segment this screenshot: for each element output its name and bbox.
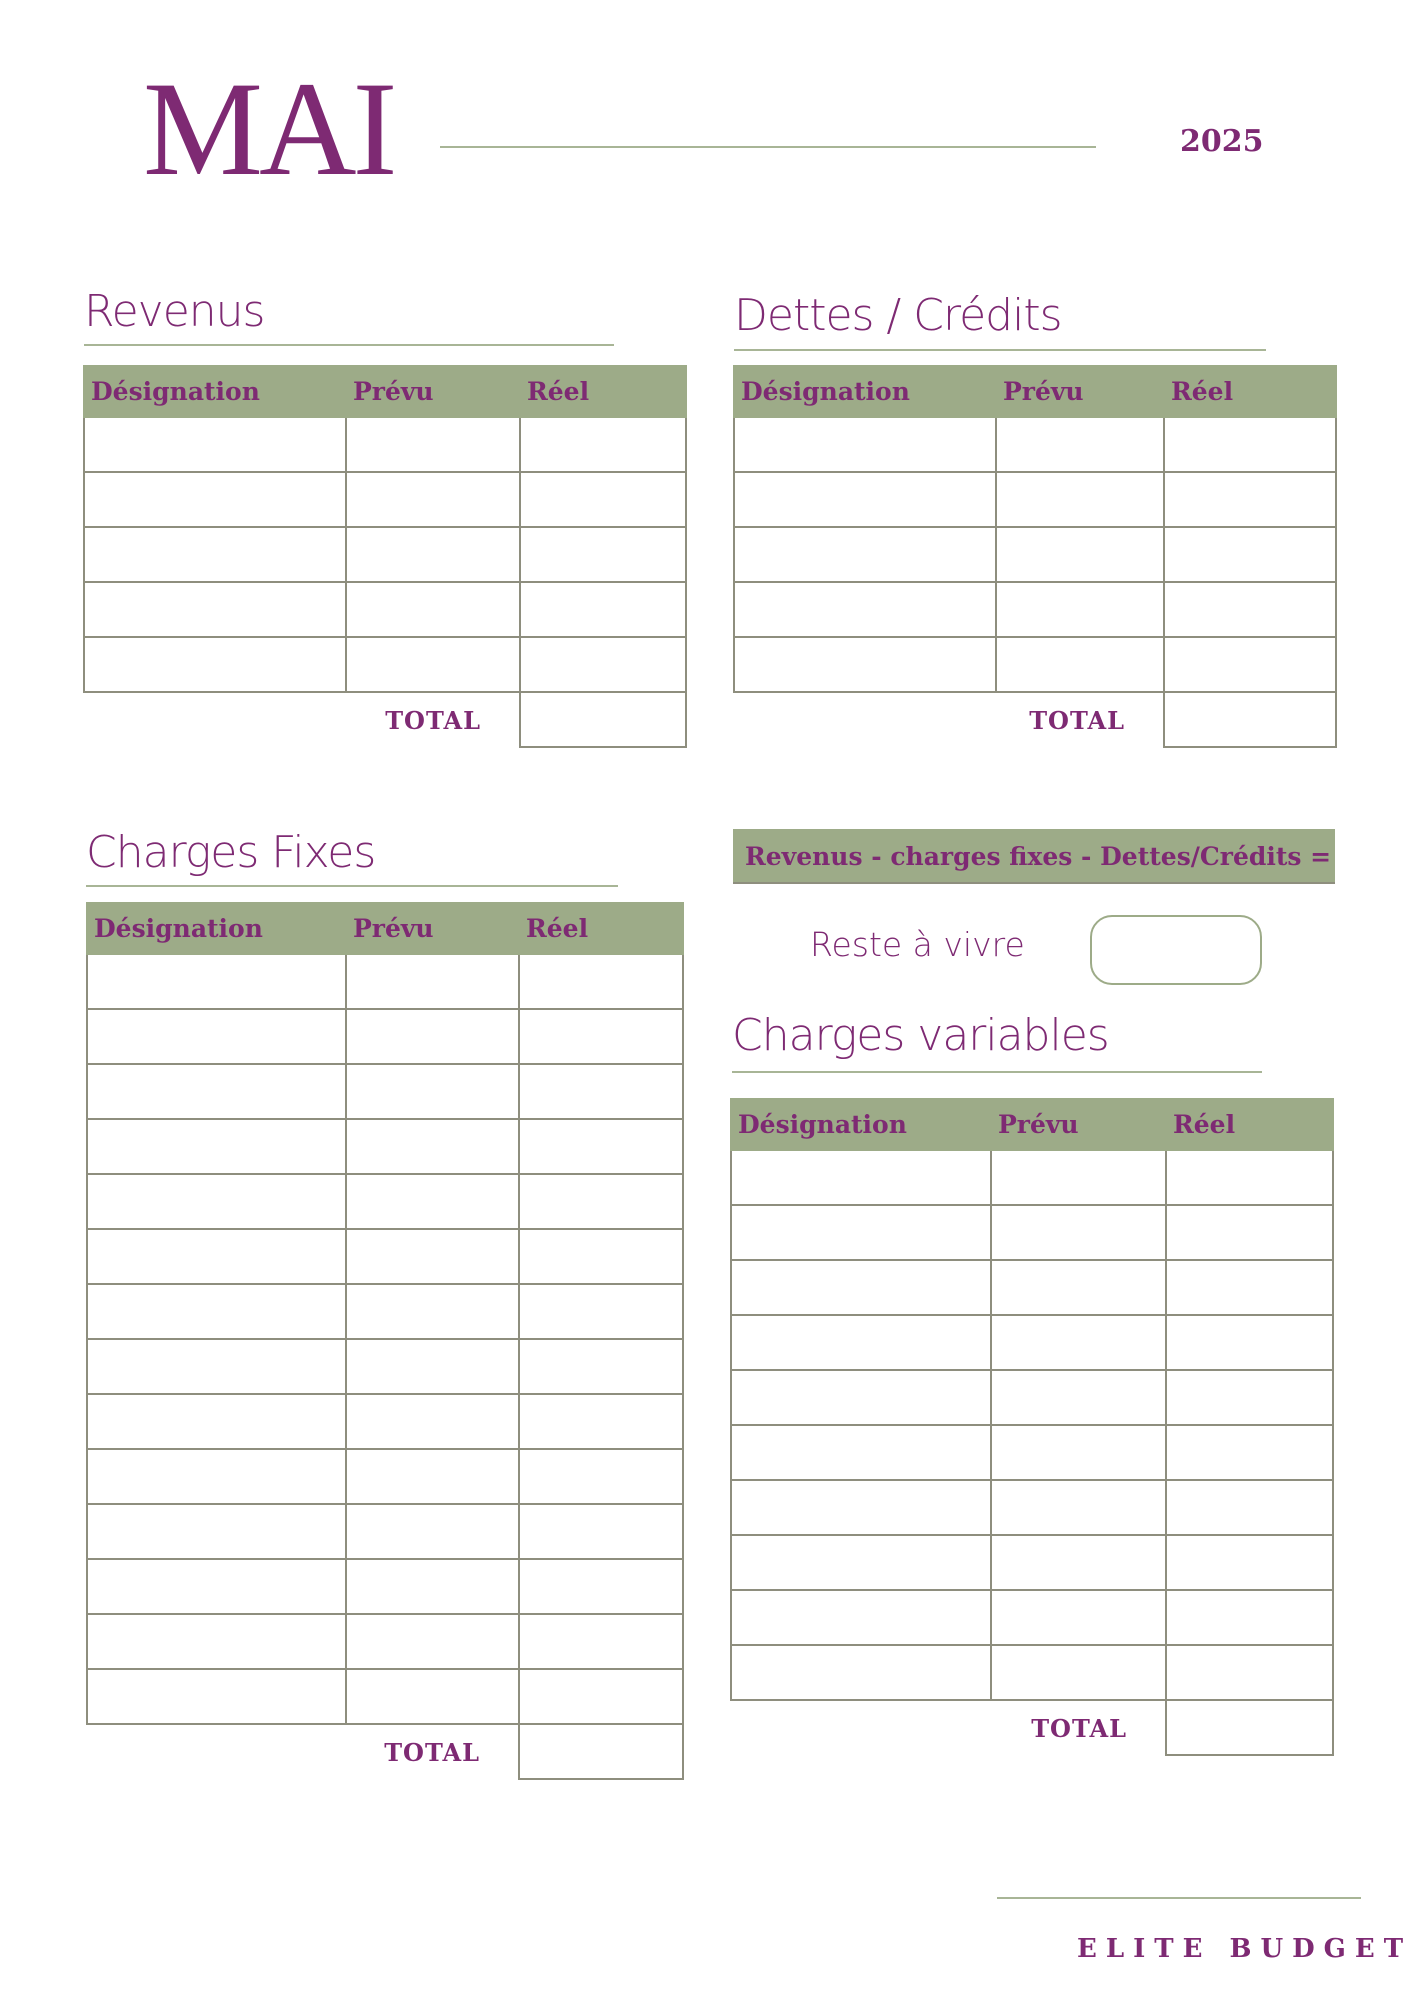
total-row bbox=[731, 1700, 1333, 1755]
reel-cell[interactable] bbox=[519, 1394, 683, 1449]
prevu-cell[interactable] bbox=[991, 1260, 1166, 1315]
designation-cell[interactable] bbox=[87, 1119, 346, 1174]
total-label: TOTAL bbox=[1029, 705, 1125, 735]
column-header-reel: Réel bbox=[519, 903, 683, 954]
table-row bbox=[731, 1590, 1333, 1645]
reel-cell[interactable] bbox=[520, 472, 686, 527]
designation-cell[interactable] bbox=[87, 1009, 346, 1064]
table-row bbox=[87, 1669, 683, 1724]
reel-cell[interactable] bbox=[1166, 1370, 1333, 1425]
reel-cell[interactable] bbox=[520, 527, 686, 582]
formula-banner: Revenus - charges fixes - Dettes/Crédits = bbox=[733, 829, 1335, 884]
reel-cell[interactable] bbox=[519, 1174, 683, 1229]
designation-cell[interactable] bbox=[734, 637, 996, 692]
column-header-designation: Désignation bbox=[731, 1099, 991, 1150]
table-row bbox=[734, 637, 1336, 692]
month-title: MAI bbox=[143, 55, 394, 204]
prevu-cell[interactable] bbox=[996, 637, 1164, 692]
prevu-cell[interactable] bbox=[346, 1174, 519, 1229]
charges-fixes-underline bbox=[86, 885, 618, 887]
reel-cell[interactable] bbox=[520, 582, 686, 637]
prevu-cell[interactable] bbox=[991, 1645, 1166, 1700]
designation-cell[interactable] bbox=[87, 954, 346, 1009]
reel-cell[interactable] bbox=[519, 1064, 683, 1119]
reste-a-vivre-label: Reste à vivre bbox=[810, 925, 1025, 964]
table-row bbox=[87, 1394, 683, 1449]
reel-cell[interactable] bbox=[1164, 417, 1336, 472]
designation-cell[interactable] bbox=[84, 582, 346, 637]
total-row bbox=[734, 692, 1336, 747]
designation-cell[interactable] bbox=[731, 1205, 991, 1260]
table-row bbox=[734, 527, 1336, 582]
reel-cell[interactable] bbox=[1166, 1590, 1333, 1645]
prevu-cell[interactable] bbox=[346, 1339, 519, 1394]
designation-cell[interactable] bbox=[731, 1370, 991, 1425]
designation-cell[interactable] bbox=[731, 1480, 991, 1535]
table-header-row bbox=[731, 1099, 1333, 1150]
table-row bbox=[731, 1315, 1333, 1370]
table-row bbox=[87, 1339, 683, 1394]
designation-cell[interactable] bbox=[87, 1449, 346, 1504]
reel-cell[interactable] bbox=[520, 637, 686, 692]
table-row bbox=[87, 1174, 683, 1229]
dettes-underline bbox=[734, 349, 1266, 351]
charges-variables-title: Charges variables bbox=[732, 1010, 1109, 1061]
revenus-table bbox=[83, 365, 687, 748]
table-row bbox=[734, 417, 1336, 472]
charges-variables-table bbox=[730, 1098, 1334, 1756]
prevu-cell[interactable] bbox=[996, 527, 1164, 582]
designation-cell[interactable] bbox=[87, 1504, 346, 1559]
revenus-underline bbox=[84, 344, 614, 346]
charges-variables-underline bbox=[732, 1071, 1262, 1073]
column-header-reel: Réel bbox=[1166, 1099, 1333, 1150]
total-value-cell[interactable] bbox=[1164, 692, 1336, 747]
reel-cell[interactable] bbox=[1164, 472, 1336, 527]
prevu-cell[interactable] bbox=[991, 1370, 1166, 1425]
table-row bbox=[84, 527, 686, 582]
reel-cell[interactable] bbox=[519, 1339, 683, 1394]
revenus-title: Revenus bbox=[84, 286, 265, 337]
reel-cell[interactable] bbox=[520, 417, 686, 472]
reel-cell[interactable] bbox=[519, 1504, 683, 1559]
table-row bbox=[84, 637, 686, 692]
total-value-cell[interactable] bbox=[519, 1724, 683, 1779]
reel-cell[interactable] bbox=[519, 1284, 683, 1339]
prevu-cell[interactable] bbox=[346, 637, 520, 692]
reel-cell[interactable] bbox=[519, 1009, 683, 1064]
designation-cell[interactable] bbox=[734, 527, 996, 582]
reel-cell[interactable] bbox=[519, 954, 683, 1009]
table-row bbox=[84, 582, 686, 637]
designation-cell[interactable] bbox=[87, 1284, 346, 1339]
prevu-cell[interactable] bbox=[346, 472, 520, 527]
total-value-cell[interactable] bbox=[520, 692, 686, 747]
prevu-cell[interactable] bbox=[991, 1150, 1166, 1205]
prevu-cell[interactable] bbox=[346, 1394, 519, 1449]
designation-cell[interactable] bbox=[84, 472, 346, 527]
total-label: TOTAL bbox=[384, 1737, 480, 1767]
designation-cell[interactable] bbox=[87, 1559, 346, 1614]
table-row bbox=[87, 1119, 683, 1174]
reste-a-vivre-field[interactable] bbox=[1090, 915, 1262, 985]
column-header-designation: Désignation bbox=[734, 366, 996, 417]
reel-cell[interactable] bbox=[1166, 1260, 1333, 1315]
designation-cell[interactable] bbox=[731, 1590, 991, 1645]
table-row bbox=[87, 1229, 683, 1284]
prevu-cell[interactable] bbox=[346, 417, 520, 472]
total-label: TOTAL bbox=[385, 705, 481, 735]
designation-cell[interactable] bbox=[87, 1229, 346, 1284]
table-header-row bbox=[734, 366, 1336, 417]
prevu-cell[interactable] bbox=[991, 1205, 1166, 1260]
reel-cell[interactable] bbox=[1166, 1535, 1333, 1590]
dettes-title: Dettes / Crédits bbox=[734, 290, 1062, 341]
designation-cell[interactable] bbox=[731, 1425, 991, 1480]
table-row bbox=[87, 1064, 683, 1119]
prevu-cell[interactable] bbox=[991, 1535, 1166, 1590]
reel-cell[interactable] bbox=[1164, 637, 1336, 692]
designation-cell[interactable] bbox=[731, 1645, 991, 1700]
column-header-prevu: Prévu bbox=[991, 1099, 1166, 1150]
table-row bbox=[734, 582, 1336, 637]
table-row bbox=[734, 472, 1336, 527]
reel-cell[interactable] bbox=[519, 1119, 683, 1174]
reel-cell[interactable] bbox=[519, 1449, 683, 1504]
table-row bbox=[87, 1284, 683, 1339]
table-row bbox=[87, 1559, 683, 1614]
reel-cell[interactable] bbox=[1166, 1645, 1333, 1700]
prevu-cell[interactable] bbox=[346, 1229, 519, 1284]
year-label: 2025 bbox=[1180, 124, 1264, 159]
prevu-cell[interactable] bbox=[346, 1064, 519, 1119]
prevu-cell[interactable] bbox=[996, 417, 1164, 472]
table-row bbox=[731, 1150, 1333, 1205]
table-row bbox=[731, 1425, 1333, 1480]
prevu-cell[interactable] bbox=[346, 1614, 519, 1669]
prevu-cell[interactable] bbox=[346, 1669, 519, 1724]
designation-cell[interactable] bbox=[87, 1339, 346, 1394]
designation-cell[interactable] bbox=[734, 417, 996, 472]
prevu-cell[interactable] bbox=[346, 582, 520, 637]
table-row bbox=[87, 1614, 683, 1669]
prevu-cell[interactable] bbox=[346, 1119, 519, 1174]
prevu-cell[interactable] bbox=[346, 1449, 519, 1504]
charges-fixes-title: Charges Fixes bbox=[86, 827, 376, 878]
column-header-prevu: Prévu bbox=[346, 903, 519, 954]
reel-cell[interactable] bbox=[519, 1559, 683, 1614]
column-header-prevu: Prévu bbox=[996, 366, 1164, 417]
designation-cell[interactable] bbox=[734, 582, 996, 637]
reel-cell[interactable] bbox=[1166, 1150, 1333, 1205]
table-row bbox=[87, 1504, 683, 1559]
total-row bbox=[84, 692, 686, 747]
reel-cell[interactable] bbox=[1166, 1205, 1333, 1260]
prevu-cell[interactable] bbox=[991, 1425, 1166, 1480]
table-row bbox=[84, 417, 686, 472]
table-row bbox=[731, 1535, 1333, 1590]
footer-divider bbox=[997, 1897, 1361, 1899]
designation-cell[interactable] bbox=[731, 1150, 991, 1205]
prevu-cell[interactable] bbox=[346, 1504, 519, 1559]
designation-cell[interactable] bbox=[731, 1535, 991, 1590]
table-row bbox=[87, 954, 683, 1009]
designation-cell[interactable] bbox=[87, 1064, 346, 1119]
reel-cell[interactable] bbox=[1166, 1315, 1333, 1370]
table-row bbox=[731, 1260, 1333, 1315]
total-label: TOTAL bbox=[1031, 1713, 1127, 1743]
designation-cell[interactable] bbox=[734, 472, 996, 527]
charges-fixes-table bbox=[86, 902, 684, 1780]
table-header-row bbox=[84, 366, 686, 417]
table-row bbox=[731, 1480, 1333, 1535]
reel-cell[interactable] bbox=[519, 1614, 683, 1669]
column-header-reel: Réel bbox=[520, 366, 686, 417]
designation-cell[interactable] bbox=[87, 1174, 346, 1229]
table-row bbox=[731, 1370, 1333, 1425]
reel-cell[interactable] bbox=[1164, 527, 1336, 582]
prevu-cell[interactable] bbox=[991, 1315, 1166, 1370]
total-value-cell[interactable] bbox=[1166, 1700, 1333, 1755]
header-divider bbox=[440, 146, 1096, 148]
prevu-cell[interactable] bbox=[346, 1559, 519, 1614]
dettes-table bbox=[733, 365, 1337, 748]
designation-cell[interactable] bbox=[87, 1614, 346, 1669]
reel-cell[interactable] bbox=[519, 1229, 683, 1284]
reel-cell[interactable] bbox=[1166, 1480, 1333, 1535]
designation-cell[interactable] bbox=[84, 417, 346, 472]
designation-cell[interactable] bbox=[731, 1260, 991, 1315]
column-header-designation: Désignation bbox=[84, 366, 346, 417]
reel-cell[interactable] bbox=[1164, 582, 1336, 637]
table-row bbox=[731, 1645, 1333, 1700]
prevu-cell[interactable] bbox=[996, 472, 1164, 527]
column-header-designation: Désignation bbox=[87, 903, 346, 954]
designation-cell[interactable] bbox=[84, 527, 346, 582]
designation-cell[interactable] bbox=[731, 1315, 991, 1370]
prevu-cell[interactable] bbox=[991, 1480, 1166, 1535]
table-row bbox=[87, 1009, 683, 1064]
column-header-prevu: Prévu bbox=[346, 366, 520, 417]
reel-cell[interactable] bbox=[519, 1669, 683, 1724]
reel-cell[interactable] bbox=[1166, 1425, 1333, 1480]
prevu-cell[interactable] bbox=[346, 1009, 519, 1064]
table-row bbox=[84, 472, 686, 527]
column-header-reel: Réel bbox=[1164, 366, 1336, 417]
prevu-cell[interactable] bbox=[346, 954, 519, 1009]
designation-cell[interactable] bbox=[87, 1669, 346, 1724]
prevu-cell[interactable] bbox=[346, 527, 520, 582]
designation-cell[interactable] bbox=[87, 1394, 346, 1449]
prevu-cell[interactable] bbox=[996, 582, 1164, 637]
table-row bbox=[731, 1205, 1333, 1260]
prevu-cell[interactable] bbox=[346, 1284, 519, 1339]
table-row bbox=[87, 1449, 683, 1504]
prevu-cell[interactable] bbox=[991, 1590, 1166, 1645]
brand-label: ELITE BUDGET bbox=[1077, 1934, 1413, 1964]
table-header-row bbox=[87, 903, 683, 954]
total-row bbox=[87, 1724, 683, 1779]
designation-cell[interactable] bbox=[84, 637, 346, 692]
